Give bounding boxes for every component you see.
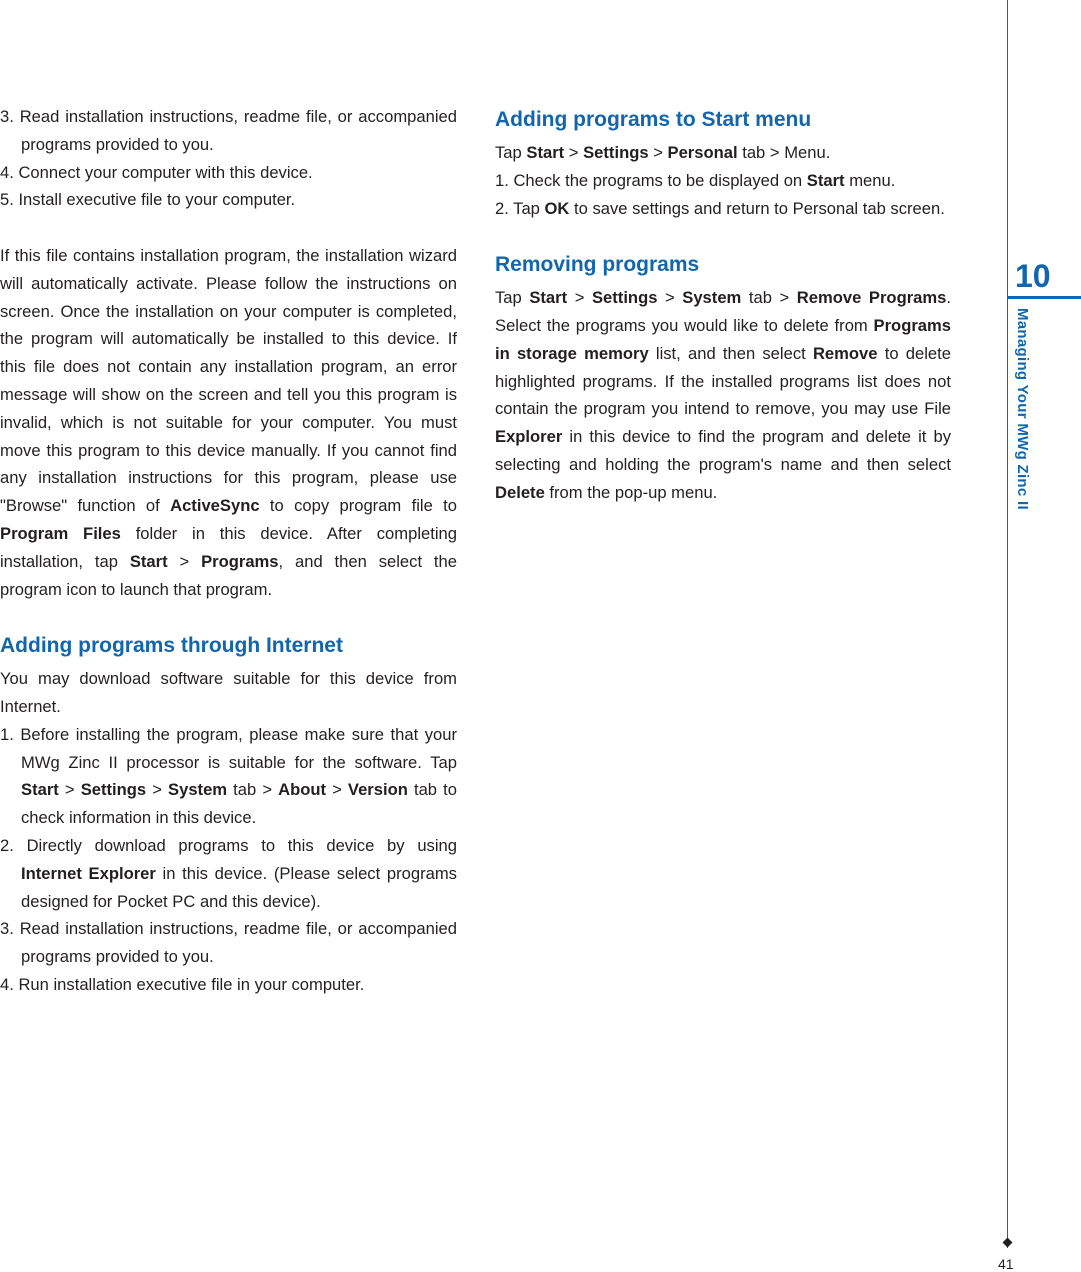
- chapter-number: 10: [1015, 258, 1051, 294]
- list-item: 1. Before installing the program, please make sure that your MWg Zinc II processor is suitable for the software. Tap Start > Settings > System tab > About > Version tab to check information in this device.: [0, 724, 457, 828]
- section-heading-removing: Removing programs: [495, 253, 700, 277]
- list-item: 2. Directly download programs to this device by using Internet Explorer in this device. (Please select programs designed for Pocket PC and this device).: [0, 835, 457, 911]
- list-item: 3. Read installation instructions, readme file, or accompanied programs provided to you.: [0, 107, 457, 154]
- section-heading-start-menu: Adding programs to Start menu: [495, 108, 812, 131]
- chapter-rule: [1008, 296, 1081, 299]
- installation-paragraph: If this file contains installation program, the installation wizard will automatically activate. Please follow the instructions on screen. Once the installation on your computer is completed, the program will automatically be installed to this device. If this file does not contain any installation program, an error message will show on the screen and tell you this program is invalid, which is not suitable for your computer. You must move this program to this device manually. If you cannot find any installation instructions for this program, please use "Browse" function of ActiveSync to copy program file to Program Files folder in this device. After completing installation, tap Start > Programs, and then select the program icon to launch that program.: [0, 245, 457, 599]
- list-item: 1. Check the programs to be displayed on Start menu.: [495, 170, 896, 190]
- section-heading-internet: Adding programs through Internet: [0, 634, 343, 658]
- diamond-icon: [1003, 1238, 1013, 1248]
- chapter-title: Managing Your MWg Zinc II: [1014, 308, 1031, 510]
- list-item: 2. Tap OK to save settings and return to Personal tab screen.: [495, 198, 945, 218]
- list-item: 3. Read installation instructions, readme file, or accompanied programs provided to you.: [0, 919, 457, 967]
- list-item: 4. Run installation executive file in your computer.: [0, 974, 365, 994]
- right-column: [495, 105, 951, 507]
- left-column: [0, 103, 457, 999]
- removing-paragraph: Tap Start > Settings > System tab > Remove Programs. Select the programs you would like to delete from Programs in storage memory list, and then select Remove to delete highlighted programs. If the installed programs list does not contain the program you intend to remove, you may use File Explorer in this device to find the program and delete it by selecting and holding the program's name and then select Delete from the pop-up menu.: [495, 288, 951, 502]
- sidebar-divider: [1007, 0, 1008, 1248]
- start-menu-intro: Tap Start > Settings > Personal tab > Menu.: [495, 143, 831, 162]
- list-item: 4. Connect your computer with this device.: [0, 162, 313, 182]
- list-item: 5. Install executive file to your computer.: [0, 190, 296, 210]
- page-number: 41: [998, 1256, 1014, 1272]
- intro-steps: [0, 103, 457, 214]
- internet-intro: You may download software suitable for this device from Internet.: [0, 669, 457, 716]
